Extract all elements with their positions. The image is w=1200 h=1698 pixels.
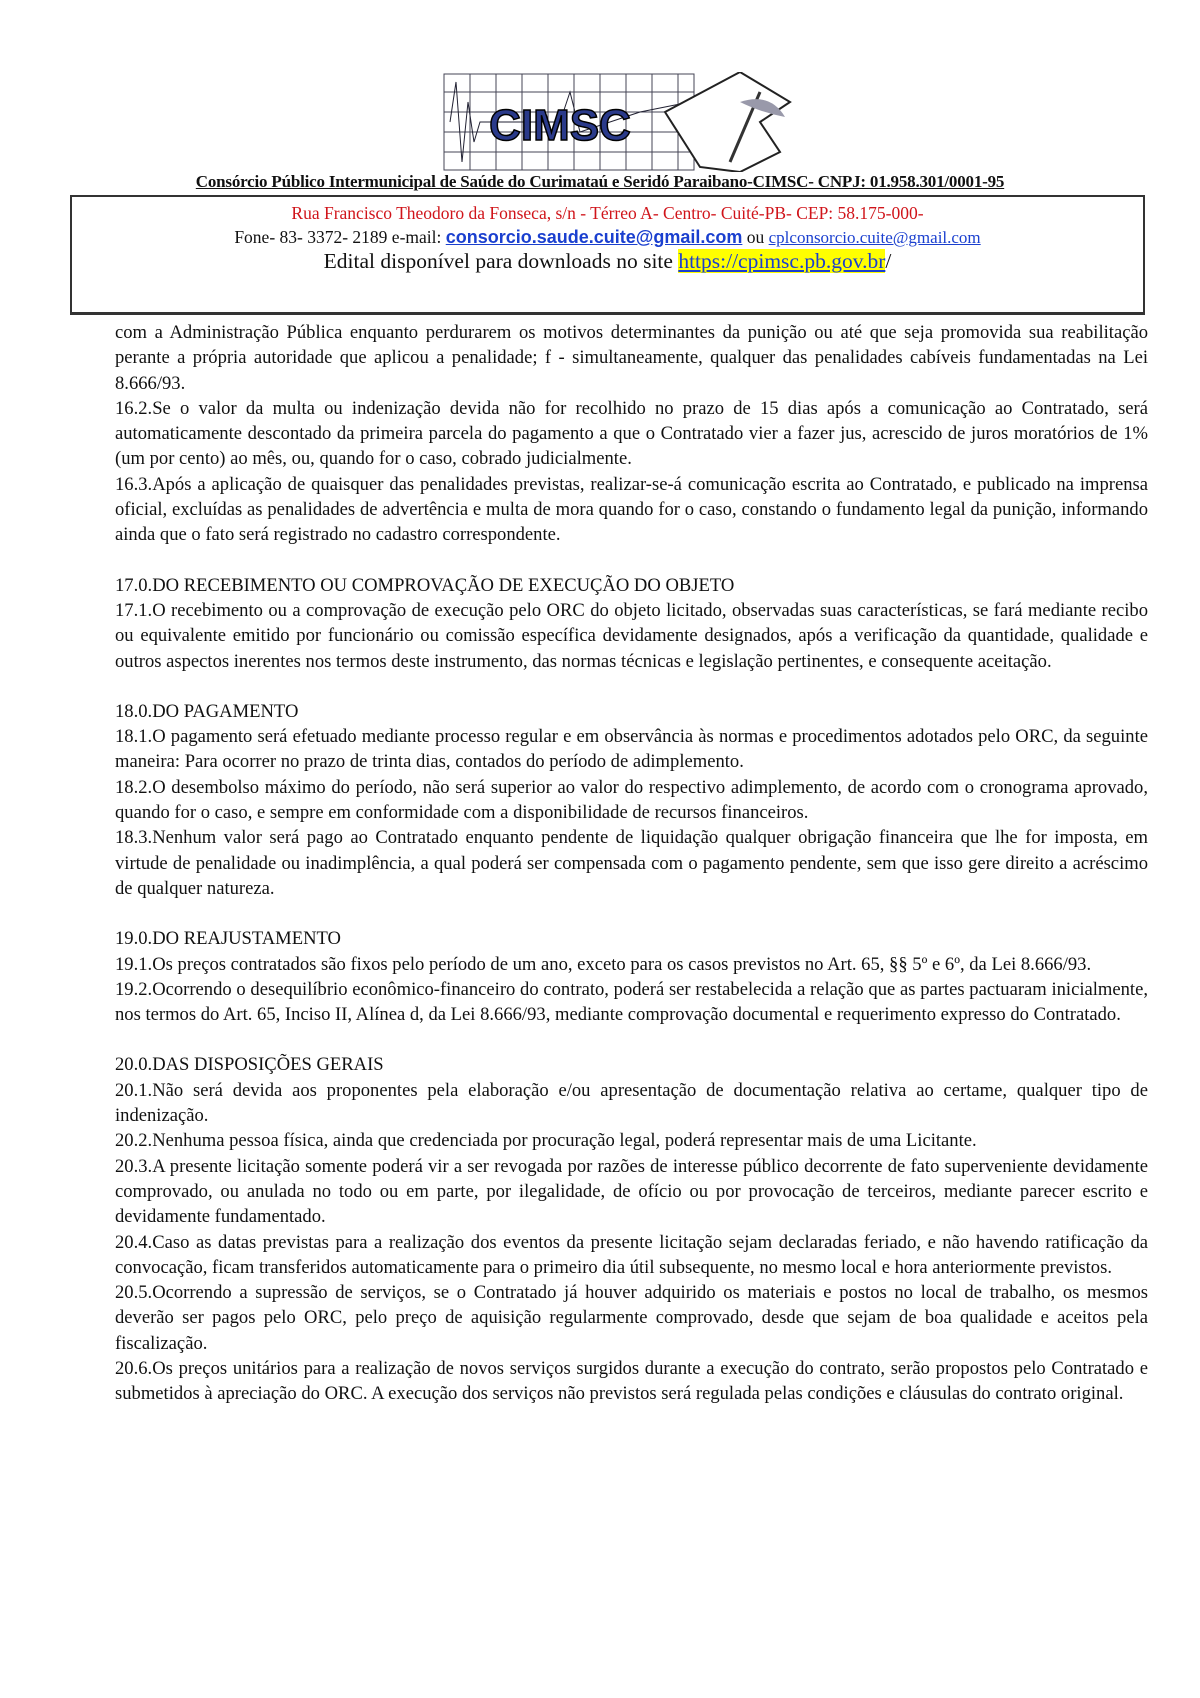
paragraph: 16.2.Se o valor da multa ou indenização devida não for recolhido no prazo de 15 dias após a comunicação ao Contratado, será automaticamente descontado da primeira parcela do pagamento a que o Contratado vier a fazer jus, acrescido de juros moratórios de 1% (um por cento) ao mês, ou, quando for o caso, cobrado judicialmente. xyxy=(115,397,1148,470)
phone: Fone- 83- 3372- 2189 e-mail: xyxy=(234,227,446,247)
paragraph: 18.1.O pagamento será efetuado mediante processo regular e em observância às normas e procedimentos adotados pelo ORC, da seguinte maneira: Para ocorrer no prazo de trinta dias, contados do período de adimplemento. xyxy=(115,726,1148,773)
section-gap xyxy=(115,548,1148,573)
paragraph: 20.2.Nenhuma pessoa física, ainda que credenciada por procuração legal, poderá representar mais de uma Licitante. xyxy=(115,1130,977,1152)
paragraph: 20.1.Não será devida aos proponentes pela elaboração e/ou apresentação de documentação relativa ao certame, qualquer tipo de indenização. xyxy=(115,1079,1148,1127)
document-body xyxy=(115,320,1148,1407)
paragraph: 20.0.DAS DISPOSIÇÕES GERAIS xyxy=(115,1054,384,1076)
section-gap xyxy=(115,1027,1148,1052)
section-gap xyxy=(115,674,1148,699)
paragraph: 16.3.Após a aplicação de quaisquer das penalidades previstas, realizar-se-á comunicação escrita ao Contratado, e publicado na imprensa oficial, excluídas as penalidades de advertência e multa de mora quando for o caso, constando o fundamento legal da punição, informando ainda que o fato será registrado no cadastro correspondente. xyxy=(115,473,1148,546)
svg-text:CIMSC: CIMSC xyxy=(489,101,631,150)
organization-title: Consórcio Público Intermunicipal de Saúde do Curimataú e Seridó Paraibano-CIMSC- CNPJ: 01.958.301/0001-95 xyxy=(195,172,1005,191)
paragraph: 17.0.DO RECEBIMENTO OU COMPROVAÇÃO DE EXECUÇÃO DO OBJETO xyxy=(115,574,735,596)
paragraph: 20.5.Ocorrendo a supressão de serviços, se o Contratado já houver adquirido os materiais e postos no local de trabalho, os mesmos deverão ser pagos pelo ORC, pelo preço de aquisição regularmente comprovado, desde que sejam de boa qualidade e aceitos pela fiscalização. xyxy=(115,1282,1148,1354)
email-link-secondary[interactable]: cplconsorcio.cuite@gmail.com xyxy=(768,228,981,247)
cimsc-logo xyxy=(440,72,820,172)
or-text: ou xyxy=(742,227,769,247)
paragraph: 17.1.O recebimento ou a comprovação de execução pelo ORC do objeto licitado, observadas suas características, se fará mediante recibo ou equivalente emitido por funcionário ou comissão específica devidamente designados, após a verificação da quantidade, qualidade e outros aspectos inerentes nos termos deste instrumento, das normas técnicas e legislação pertinentes, e consequente aceitação. xyxy=(115,599,1148,672)
contact-line xyxy=(72,227,1143,248)
site-slash: / xyxy=(885,249,892,273)
paragraph: 19.1.Os preços contratados são fixos pelo período de um ano, exceto para os casos previstos no Art. 65, §§ 5º e 6º, da Lei 8.666/93. xyxy=(115,953,1092,975)
paragraph: 20.4.Caso as datas previstas para a realização dos eventos da presente licitação sejam declaradas feriado, e não havendo ratificação da convocação, ficam transferidos automaticamente para o primeiro dia útil subsequente, no mesmo local e hora anteriormente previstos. xyxy=(115,1231,1148,1278)
paragraph: 18.0.DO PAGAMENTO xyxy=(115,700,299,722)
paragraph: com a Administração Pública enquanto perdurarem os motivos determinantes da punição ou até que seja promovida sua reabilitação perante a própria autoridade que aplicou a penalidade; f - simultaneamente, qualquer das penalidades cabíveis fundamentadas na Lei 8.666/93. xyxy=(115,322,1148,394)
paragraph: 18.3.Nenhum valor será pago ao Contratado enquanto pendente de liquidação qualquer obrigação financeira que lhe for imposta, em virtude de penalidade ou inadimplência, a qual poderá ser compensada com o pagamento pendente, sem que isso gere direito a acréscimo de qualquer natureza. xyxy=(115,827,1148,899)
paragraph: 19.2.Ocorrendo o desequilíbrio econômico-financeiro do contrato, poderá ser restabelecida a relação que as partes pactuaram inicialmente, nos termos do Art. 65, Inciso II, Alínea d, da Lei 8.666/93, mediante comprovação documental e requerimento expresso do Contratado. xyxy=(115,978,1148,1026)
paragraph: 19.0.DO REAJUSTAMENTO xyxy=(115,928,341,950)
site-link[interactable]: https://cpimsc.pb.gov.br xyxy=(678,249,886,273)
site-line xyxy=(72,249,1143,274)
paragraph: 20.3.A presente licitação somente poderá vir a ser revogada por razões de interesse público decorrente de fato superveniente devidamente comprovado, ou anulada no todo ou em parte, por ilegalidade, de ofício ou por provocação de terceiros, mediante parecer escrito e devidamente fundamentado. xyxy=(115,1155,1148,1228)
paragraph: 20.6.Os preços unitários para a realização de novos serviços surgidos durante a execução do contrato, serão propostos pelo Contratado e submetidos à apreciação do ORC. A execução dos serviços não previstos será regulada pelas condições e cláusulas do contrato original. xyxy=(115,1357,1148,1405)
address: Rua Francisco Theodoro da Fonseca, s/n - Térreo A- Centro- Cuité-PB- CEP: 58.175-000- xyxy=(291,203,924,223)
section-gap xyxy=(115,901,1148,926)
paragraph: 18.2.O desembolso máximo do período, não será superior ao valor do respectivo adimplemento, de acordo com o cronograma aprovado, quando for o caso, e sempre em conformidade com a disponibilidade de recursos financeiros. xyxy=(115,776,1148,824)
site-label: Edital disponível para downloads no site xyxy=(323,249,679,273)
header-box xyxy=(70,195,1145,315)
email-link-primary[interactable]: consorcio.saude.cuite@gmail.com xyxy=(445,227,743,247)
